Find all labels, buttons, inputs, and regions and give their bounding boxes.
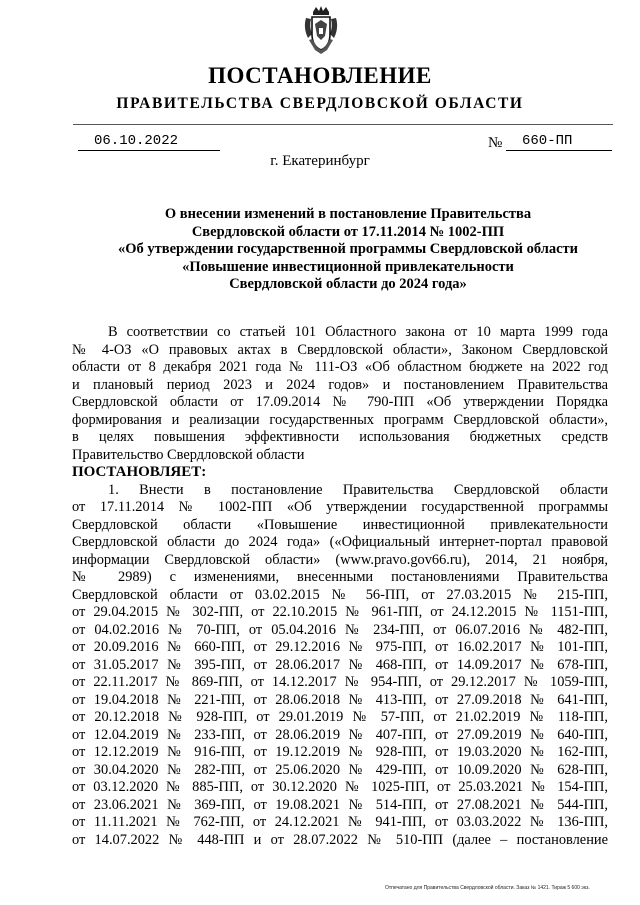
item-line: от 22.11.2017 № 869-ПП, от 14.12.2017 № 954-ПП, от 29.12.2017 № 1059-ПП,	[72, 674, 608, 690]
item-line: от 14.07.2022 № 448-ПП и от 28.07.2022 № 510-ПП (далее – постановление	[72, 831, 608, 848]
item-line: Свердловской области до 2024 года» («Официальный интернет-портал правовой	[72, 534, 608, 550]
preamble-line: области от 8 декабря 2021 года № 111-ОЗ «Об областном бюджете на 2022 год	[72, 359, 608, 375]
item-line: от 23.06.2021 № 369-ПП, от 19.08.2021 № 514-ПП, от 27.08.2021 № 544-ПП,	[72, 796, 608, 813]
item-line: от 20.12.2018 № 928-ПП, от 29.01.2019 № 57-ПП, от 21.02.2019 № 118-ПП,	[72, 709, 608, 725]
item-line: от 12.12.2019 № 916-ПП, от 19.12.2019 № 928-ПП, от 19.03.2020 № 162-ПП,	[72, 744, 608, 760]
item-line: Свердловской области «Повышение инвестиционной привлекательности	[72, 516, 608, 533]
item-line: от 12.04.2019 № 233-ПП, от 28.06.2019 № 407-ПП, от 27.09.2019 № 640-ПП,	[72, 726, 608, 743]
item-line: от 04.02.2016 № 70-ПП, от 05.04.2016 № 234-ПП, от 06.07.2016 № 482-ПП,	[72, 621, 608, 638]
decree-heading	[92, 206, 604, 294]
preamble-line: № 4-ОЗ «О правовых актах в Свердловской области», Законом Свердловской	[72, 341, 608, 358]
coat-of-arms-icon	[303, 6, 339, 56]
number-sign: №	[488, 135, 503, 151]
document-subtitle: ПРАВИТЕЛЬСТВА СВЕРДЛОВСКОЙ ОБЛАСТИ	[116, 95, 524, 112]
item-line: от 17.11.2014 № 1002-ПП «Об утверждении государственной программы	[72, 499, 608, 515]
item-line: от 19.04.2018 № 221-ПП, от 28.06.2018 № 413-ПП, от 27.09.2018 № 641-ПП,	[72, 691, 608, 708]
item-line: Свердловской области от 03.02.2015 № 56-ПП, от 27.03.2015 № 215-ПП,	[72, 586, 608, 603]
item-line: 1. Внести в постановление Правительства Свердловской области	[108, 481, 608, 498]
document-title: ПОСТАНОВЛЕНИЕ	[208, 63, 432, 88]
city-label: г. Екатеринбург	[270, 153, 370, 169]
preamble-line: Свердловской области от 17.09.2014 № 790-ПП «Об утверждении Порядка	[72, 394, 608, 410]
item-line: информации Свердловской области» (www.pravo.gov66.ru), 2014, 21 ноября,	[72, 551, 608, 568]
heading-line: О внесении изменений в постановление Правительства	[164, 206, 532, 222]
item-line: от 20.09.2016 № 660-ПП, от 29.12.2016 № 975-ПП, от 16.02.2017 № 101-ПП,	[72, 639, 608, 655]
item-line: от 11.11.2021 № 762-ПП, от 24.12.2021 № 941-ПП, от 03.03.2022 № 136-ПП,	[72, 814, 608, 830]
item-line: № 2989) с изменениями, внесенными постановлениями Правительства	[72, 569, 608, 585]
item-line: от 31.05.2017 № 395-ПП, от 28.06.2017 № 468-ПП, от 14.09.2017 № 678-ПП,	[72, 656, 608, 673]
heading-line: «Повышение инвестиционной привлекательности	[182, 258, 514, 275]
preamble-line: формирования и реализации государственных программ Свердловской области»,	[72, 411, 608, 428]
decree-body	[72, 324, 608, 849]
item-line: от 29.04.2015 № 302-ПП, от 22.10.2015 № 961-ПП, от 24.12.2015 № 1151-ПП,	[72, 604, 608, 620]
item-line: от 03.12.2020 № 885-ПП, от 30.12.2020 № 1025-ПП, от 25.03.2021 № 154-ПП,	[72, 779, 608, 795]
decree-number: 660-ПП	[506, 132, 612, 151]
preamble-line: Правительство Свердловской области	[72, 446, 305, 463]
item-line: от 30.04.2020 № 282-ПП, от 25.06.2020 № 429-ПП, от 10.09.2020 № 628-ПП,	[72, 761, 608, 778]
decree-date: 06.10.2022	[78, 132, 220, 151]
preamble-line: В соответствии со статьей 101 Областного закона от 10 марта 1999 года	[108, 324, 608, 340]
resolves-label: ПОСТАНОВЛЯЕТ:	[72, 464, 207, 480]
preamble-line: в целях повышения эффективности использования бюджетных средств	[72, 429, 608, 445]
heading-line: Свердловской области от 17.11.2014 № 1002-ПП	[191, 223, 505, 240]
header-divider	[73, 124, 613, 125]
preamble-line: и плановый период 2023 и 2024 годов» и постановлением Правительства	[72, 376, 608, 393]
heading-line: Свердловской области до 2024 года»	[229, 276, 467, 292]
heading-line: «Об утверждении государственной программы Свердловской области	[117, 241, 579, 257]
print-footer: Отпечатано для Правительства Свердловской области. Заказ № 1421. Тираж 5 600 экз.	[385, 885, 590, 891]
